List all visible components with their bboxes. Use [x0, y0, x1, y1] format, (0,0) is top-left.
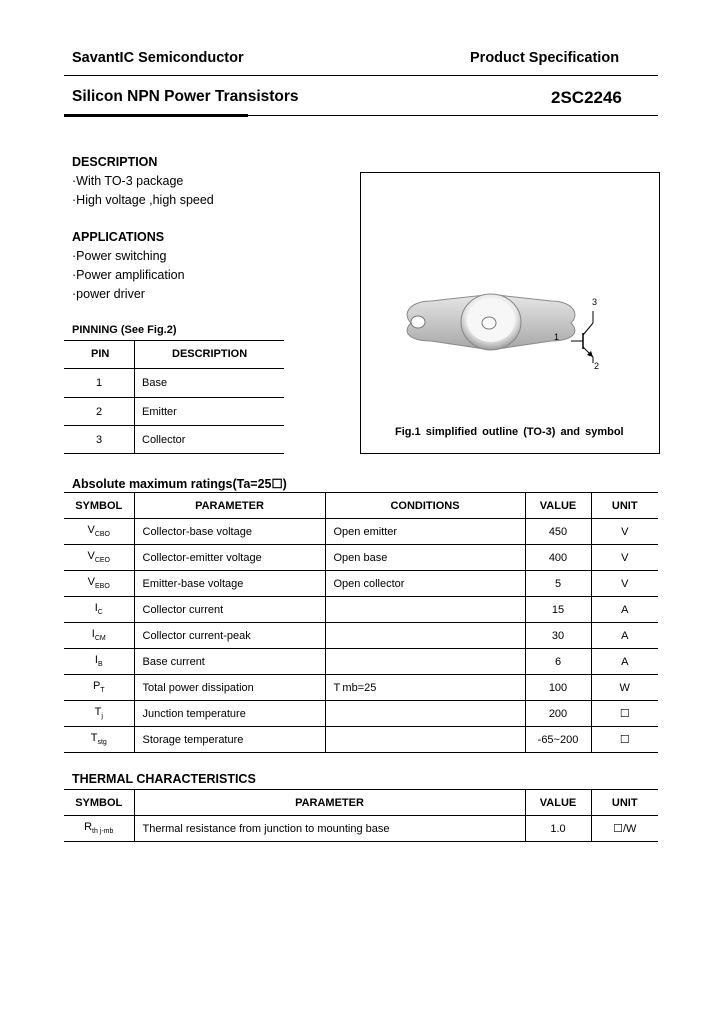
table-row — [64, 649, 658, 675]
thermal-table — [64, 789, 658, 842]
value-cell: 5 — [525, 571, 591, 597]
conditions-cell — [325, 597, 525, 623]
unit-cell: A — [591, 623, 658, 649]
col-header-value: VALUE — [525, 493, 591, 519]
applications-title: APPLICATIONS — [72, 230, 165, 244]
pinning-header-pin: PIN — [91, 348, 110, 360]
parameter-cell: Base current — [134, 649, 325, 675]
symbol-cell: $I_C$ — [64, 597, 134, 623]
symbol-cell: $P_T$ — [64, 675, 134, 701]
conditions-cell: Open collector — [325, 571, 525, 597]
symbol-pin-1-label: 1 — [554, 332, 560, 342]
parameter-cell: Junction temperature — [134, 701, 325, 727]
parameter-cell: Total power dissipation — [134, 675, 325, 701]
conditions-cell — [325, 727, 525, 753]
conditions-cell: Open base — [325, 545, 525, 571]
header-divider — [64, 75, 658, 76]
parameter-cell: Thermal resistance from junction to mounting base — [134, 816, 525, 842]
pin-description: Collector — [142, 434, 186, 446]
company-name: SavantIC Semiconductor — [72, 50, 244, 66]
table-row — [64, 701, 658, 727]
conditions-cell: T mb=25 — [325, 675, 525, 701]
pinning-row-rule — [64, 397, 284, 398]
col-header-symbol: SYMBOL — [64, 790, 134, 816]
symbol-cell: $V_{CEO}$ — [64, 545, 134, 571]
symbol-cell: $I_B$ — [64, 649, 134, 675]
npn-transistor-symbol — [361, 173, 659, 453]
pinning-header-rule — [64, 368, 284, 369]
table-row — [64, 675, 658, 701]
unit-cell: W — [591, 675, 658, 701]
unit-cell: V — [591, 571, 658, 597]
col-header-parameter: PARAMETER — [134, 790, 525, 816]
parameter-cell: Emitter-base voltage — [134, 571, 325, 597]
unit-cell: V — [591, 545, 658, 571]
value-cell: 30 — [525, 623, 591, 649]
applications-item: ·power driver — [72, 287, 145, 301]
doc-type: Product Specification — [470, 50, 620, 66]
pin-description: Base — [142, 377, 168, 389]
parameter-cell: Storage temperature — [134, 727, 325, 753]
table-row — [64, 545, 658, 571]
parameter-cell: Collector current-peak — [134, 623, 325, 649]
symbol-cell: $V_{CBO}$ — [64, 519, 134, 545]
description-item: ·With TO-3 package — [72, 174, 184, 188]
col-header-parameter: PARAMETER — [134, 493, 325, 519]
value-cell: 400 — [525, 545, 591, 571]
symbol-pin-3-label: 3 — [592, 297, 598, 307]
value-cell: 1.0 — [525, 816, 591, 842]
figure-caption: Fig.1 simplified outline (TO-3) and symbol — [395, 426, 624, 438]
abs-max-table — [64, 492, 658, 753]
value-cell: 450 — [525, 519, 591, 545]
symbol-cell: $T_{stg}$ — [64, 727, 134, 753]
col-header-symbol: SYMBOL — [64, 493, 134, 519]
col-header-unit: UNIT — [591, 790, 658, 816]
symbol-cell: $V_{EBO}$ — [64, 571, 134, 597]
pinning-top-rule — [64, 340, 284, 341]
title-divider — [64, 115, 658, 116]
col-header-unit: UNIT — [591, 493, 658, 519]
pinning-row-rule — [64, 425, 284, 426]
table-row — [64, 519, 658, 545]
pinning-header-desc: DESCRIPTION — [172, 348, 248, 360]
conditions-cell — [325, 701, 525, 727]
unit-cell: ☐/W — [591, 816, 658, 842]
unit-cell: ☐ — [591, 701, 658, 727]
conditions-cell — [325, 623, 525, 649]
description-title: DESCRIPTION — [72, 155, 158, 169]
figure-box — [360, 172, 660, 454]
abs-max-title: Absolute maximum ratings(Ta=25☐) — [72, 477, 287, 491]
pin-number: 1 — [96, 377, 103, 389]
col-header-conditions: CONDITIONS — [325, 493, 525, 519]
part-number: 2SC2246 — [551, 88, 622, 107]
conditions-cell — [325, 649, 525, 675]
pin-number: 2 — [96, 406, 103, 418]
thermal-title: THERMAL CHARACTERISTICS — [72, 772, 256, 786]
symbol-cell: $T_j$ — [64, 701, 134, 727]
value-cell: 100 — [525, 675, 591, 701]
unit-cell: V — [591, 519, 658, 545]
table-row — [64, 571, 658, 597]
col-header-value: VALUE — [525, 790, 591, 816]
value-cell: 6 — [525, 649, 591, 675]
parameter-cell: Collector-emitter voltage — [134, 545, 325, 571]
parameter-cell: Collector-base voltage — [134, 519, 325, 545]
pinning-title: PINNING (See Fig.2) — [72, 324, 177, 336]
symbol-cell: $I_{CM}$ — [64, 623, 134, 649]
conditions-cell: Open emitter — [325, 519, 525, 545]
pinning-bottom-rule — [64, 453, 284, 454]
description-item: ·High voltage ,high speed — [72, 193, 214, 207]
unit-cell: A — [591, 597, 658, 623]
value-cell: 15 — [525, 597, 591, 623]
table-row — [64, 816, 658, 842]
product-family: Silicon NPN Power Transistors — [72, 88, 299, 105]
parameter-cell: Collector current — [134, 597, 325, 623]
value-cell: -65~200 — [525, 727, 591, 753]
table-row — [64, 623, 658, 649]
table-row — [64, 597, 658, 623]
pin-number: 3 — [96, 434, 103, 446]
value-cell: 200 — [525, 701, 591, 727]
pin-description: Emitter — [142, 406, 177, 418]
table-row — [64, 727, 658, 753]
applications-item: ·Power amplification — [72, 268, 185, 282]
unit-cell: ☐ — [591, 727, 658, 753]
applications-item: ·Power switching — [72, 249, 167, 263]
unit-cell: A — [591, 649, 658, 675]
symbol-cell: $R_{th j-mb}$ — [64, 816, 134, 842]
symbol-pin-2-label: 2 — [594, 361, 600, 371]
